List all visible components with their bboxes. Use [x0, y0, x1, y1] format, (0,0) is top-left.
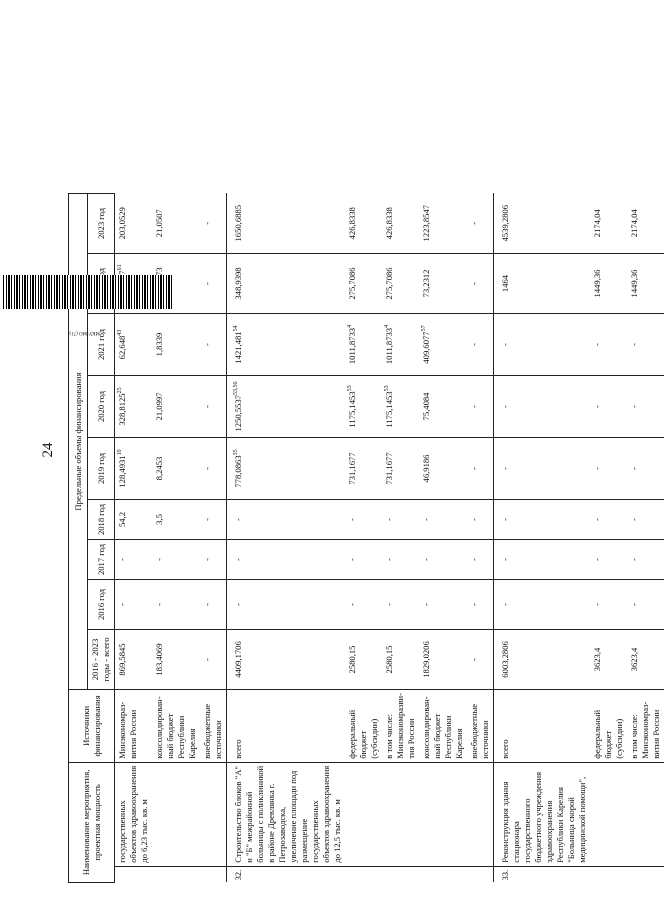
year-value-cell	[152, 540, 200, 580]
total-cell-text: 869,5845	[117, 643, 127, 676]
year-value-cell-text: -	[629, 518, 639, 521]
year-value-cell	[467, 376, 494, 438]
total-cell-text: 6003,2806	[500, 641, 510, 678]
table-row	[200, 194, 227, 883]
year-value-cell	[467, 438, 494, 500]
year-value-cell-text: -	[154, 558, 164, 561]
table-row	[227, 194, 346, 883]
year-value-cell-text: -	[347, 558, 357, 561]
header-year: 2019 год	[88, 438, 115, 500]
year-value-cell-text: -	[592, 518, 602, 521]
total-cell	[200, 630, 227, 690]
year-value-cell	[627, 376, 664, 438]
year-value-cell	[467, 580, 494, 630]
year-value-cell-text: -	[469, 282, 479, 285]
year-value-cell	[200, 254, 227, 314]
year-value-cell-text: -	[384, 603, 394, 606]
year-value-cell-text: -	[347, 518, 357, 521]
year-value-cell-text: 21,0507	[154, 209, 164, 238]
year-value-cell	[494, 194, 591, 254]
funding-source-cell-text: федеральный бюджет (субсидии)	[592, 709, 624, 759]
year-value-cell-text: 21,0997	[154, 392, 164, 421]
total-cell-text: 1829,0206	[421, 641, 431, 678]
funding-source-cell	[227, 690, 346, 763]
header-year: 2023 год	[88, 194, 115, 254]
year-value-cell-text: 1421,481	[233, 331, 243, 364]
measure-name-cell-text: государственных объектов здравоохранения до 6,23 тыс. кв. м	[117, 765, 149, 863]
year-value-cell-text: 203,0529	[117, 207, 127, 240]
year-value-cell-text: 1175,1453	[384, 391, 394, 428]
year-value-cell	[227, 500, 346, 540]
year-value-cell-text: -	[469, 518, 479, 521]
measure-name-cell	[345, 762, 382, 866]
year-value-cell-text: -	[469, 405, 479, 408]
year-value-cell	[115, 580, 153, 630]
total-cell	[494, 630, 591, 690]
year-value-cell	[467, 314, 494, 376]
year-value-cell	[627, 580, 664, 630]
year-value-cell	[345, 580, 382, 630]
year-value-cell-text: -	[500, 603, 510, 606]
header-year: 2021 год	[88, 314, 115, 376]
year-value-cell	[627, 314, 664, 376]
total-cell	[345, 630, 382, 690]
year-value-cell-text: -	[202, 558, 212, 561]
year-value-cell-text: 62,648	[117, 335, 127, 360]
table-row	[419, 194, 467, 883]
year-value-cell	[494, 254, 591, 314]
footnote-mark: 61	[117, 264, 124, 271]
year-value-cell-text: -	[421, 518, 431, 521]
year-value-cell	[590, 314, 627, 376]
year-value-cell	[467, 254, 494, 314]
year-value-cell-text: 275,7086	[347, 267, 357, 300]
year-value-cell	[382, 254, 419, 314]
footnote-mark: 35	[233, 449, 240, 456]
total-cell-text: 4409,1706	[233, 641, 243, 678]
header-year: 2016 год	[88, 580, 115, 630]
year-value-cell	[590, 500, 627, 540]
year-value-cell	[419, 254, 467, 314]
year-value-cell	[200, 314, 227, 376]
total-cell-text: 2580,15	[347, 645, 357, 674]
page-number: 24	[40, 442, 56, 458]
year-value-cell	[200, 540, 227, 580]
year-value-cell	[467, 540, 494, 580]
year-value-cell-text: -	[469, 343, 479, 346]
year-value-cell	[227, 194, 346, 254]
header-name: Наименование мероприятия, проектная мощность	[69, 762, 115, 882]
year-value-cell-text: 1223,8547	[421, 204, 431, 242]
total-cell	[115, 630, 153, 690]
year-value-cell-text: 1464	[500, 274, 510, 293]
year-value-cell-text: 54,2	[117, 511, 127, 528]
header-year: 2017 год	[88, 540, 115, 580]
year-value-cell-text: 1,8339	[154, 332, 164, 357]
year-value-cell-text: -	[592, 558, 602, 561]
year-value-cell-text: -	[592, 467, 602, 470]
year-value-cell-text: 1449,36	[592, 269, 602, 298]
row-number	[419, 866, 467, 882]
total-cell-text: -	[469, 658, 479, 661]
year-value-cell	[590, 540, 627, 580]
year-value-cell-text: 778,0863	[233, 455, 243, 488]
row-number	[494, 866, 591, 882]
total-cell-text: 3623,4	[629, 647, 639, 672]
year-value-cell	[494, 540, 591, 580]
year-value-cell-text: -	[500, 343, 510, 346]
row-number-text: 33.	[500, 869, 510, 881]
year-value-cell-text: -	[469, 467, 479, 470]
funding-source-cell	[590, 690, 627, 763]
footnote-mark: 53,56	[233, 381, 240, 395]
year-value-cell-text: 1650,6885	[233, 204, 243, 242]
year-value-cell-text: 731,1677	[384, 452, 394, 485]
measure-name-cell	[382, 762, 419, 866]
footnote-mark: 53	[384, 385, 391, 392]
year-value-cell-text: 75,4084	[421, 392, 431, 421]
year-value-cell	[345, 254, 382, 314]
year-value-cell-text: 275,7086	[384, 267, 394, 300]
row-number	[152, 866, 200, 882]
year-value-cell-text: -	[233, 603, 243, 606]
year-value-cell	[227, 376, 346, 438]
header-source: Источники финансирования	[69, 690, 115, 763]
year-value-cell-text: -	[592, 603, 602, 606]
measure-name-cell	[494, 762, 591, 866]
measure-name-cell	[627, 762, 664, 866]
year-value-cell-text: -	[421, 603, 431, 606]
footnote-mark: 25	[117, 387, 124, 394]
year-value-cell-text: 1250,5537	[233, 394, 243, 432]
year-value-cell	[115, 194, 153, 254]
row-number	[590, 866, 627, 882]
year-value-cell	[115, 500, 153, 540]
row-number	[200, 866, 227, 882]
year-value-cell-text: -	[500, 558, 510, 561]
year-value-cell	[152, 194, 200, 254]
footnote-mark: 43	[117, 329, 124, 336]
funding-source-cell	[152, 690, 200, 763]
year-value-cell-text: 8,2453	[154, 456, 164, 481]
total-cell	[467, 630, 494, 690]
row-number	[115, 866, 153, 882]
funding-source-cell-text: в том числе: Минэкономраз-вития России	[629, 701, 661, 759]
year-value-cell-text: -	[629, 558, 639, 561]
year-value-cell	[494, 438, 591, 500]
year-value-cell	[227, 580, 346, 630]
year-value-cell	[627, 500, 664, 540]
year-value-cell-text: -	[202, 221, 212, 225]
year-value-cell	[419, 580, 467, 630]
year-value-cell	[494, 580, 591, 630]
footnote-mark: 4	[384, 324, 391, 328]
year-value-cell-text: 426,8338	[347, 207, 357, 240]
header-year: 2018 год	[88, 500, 115, 540]
year-value-cell	[419, 194, 467, 254]
total-cell	[590, 630, 627, 690]
year-value-cell	[227, 314, 346, 376]
table-row	[590, 194, 627, 883]
year-value-cell	[345, 438, 382, 500]
funding-source-cell	[345, 690, 382, 763]
year-value-cell-text: -	[154, 603, 164, 606]
year-value-cell	[382, 194, 419, 254]
year-value-cell-text: 731,1677	[347, 452, 357, 485]
year-value-cell	[382, 500, 419, 540]
table-row	[494, 194, 591, 883]
year-value-cell	[382, 540, 419, 580]
year-value-cell-text: -	[202, 467, 212, 470]
footnote-mark: 54	[233, 325, 240, 332]
year-value-cell-text: -	[202, 405, 212, 408]
total-cell	[382, 630, 419, 690]
year-value-cell	[152, 500, 200, 540]
year-value-cell	[227, 540, 346, 580]
year-value-cell	[590, 194, 627, 254]
funding-source-cell	[419, 690, 467, 763]
funding-source-cell	[467, 690, 494, 763]
funding-source-cell-text: консолидирован-ный бюджет Республики Карелия	[154, 696, 197, 759]
year-value-cell-text: 128,4931	[117, 455, 127, 488]
year-value-cell-text: 3,5	[154, 514, 164, 525]
header-total: 2016 - 2023 годы - всего	[88, 630, 115, 690]
year-value-cell-text: -	[384, 518, 394, 521]
year-value-cell-text: 4539,2806	[500, 204, 510, 242]
year-value-cell	[115, 376, 153, 438]
year-value-cell	[345, 314, 382, 376]
year-value-cell-text: -	[500, 467, 510, 470]
year-value-cell	[382, 376, 419, 438]
year-value-cell	[627, 438, 664, 500]
year-value-cell	[627, 540, 664, 580]
funding-source-cell	[494, 690, 591, 763]
row-number	[627, 866, 664, 882]
year-value-cell-text: -	[592, 343, 602, 346]
year-value-cell-text: 1175,1453	[347, 391, 357, 428]
year-value-cell-text: 2174,04	[629, 209, 639, 238]
header-limits: Предельные объемы финансирования	[69, 194, 88, 690]
funding-source-cell-text: внебюджетные источники	[202, 703, 223, 759]
year-value-cell-text: -	[500, 405, 510, 408]
year-value-cell	[152, 438, 200, 500]
measure-name-cell	[152, 762, 200, 866]
funding-source-cell	[627, 690, 664, 763]
year-value-cell	[382, 438, 419, 500]
year-value-cell	[467, 500, 494, 540]
table-row	[382, 194, 419, 883]
year-value-cell	[227, 254, 346, 314]
funding-source-cell-text: в том числе: Минэкономразви-тия России	[384, 692, 416, 759]
year-value-cell-text: -	[202, 343, 212, 346]
year-value-cell	[345, 376, 382, 438]
year-value-cell-text: 2174,04	[592, 209, 602, 238]
total-cell	[227, 630, 346, 690]
year-value-cell	[200, 376, 227, 438]
year-value-cell	[419, 314, 467, 376]
footnote-mark: 57	[421, 325, 428, 332]
year-value-cell-text: 1011,8733	[384, 327, 394, 365]
barcode-image	[2, 275, 172, 309]
year-value-cell	[627, 194, 664, 254]
year-value-cell	[382, 580, 419, 630]
year-value-cell	[419, 540, 467, 580]
year-value-cell-text: -	[469, 221, 479, 225]
funding-source-cell-text: федеральный бюджет (субсидии)	[347, 709, 379, 759]
funding-source-cell-text: Минэкономраз-вития России	[117, 701, 138, 759]
year-value-cell	[115, 314, 153, 376]
year-value-cell	[345, 194, 382, 254]
year-value-cell-text: 1449,36	[629, 269, 639, 298]
year-value-cell	[382, 314, 419, 376]
footnote-mark: 4	[347, 324, 354, 328]
measure-name-cell	[115, 762, 153, 866]
year-value-cell	[152, 376, 200, 438]
year-value-cell-text: -	[347, 603, 357, 606]
year-value-cell	[152, 580, 200, 630]
year-value-cell-text: -	[117, 603, 127, 606]
total-cell-text: 3623,4	[592, 647, 602, 672]
year-value-cell-text: -	[469, 603, 479, 606]
year-value-cell-text: 328,8125	[117, 393, 127, 426]
year-value-cell	[590, 254, 627, 314]
year-value-cell	[590, 580, 627, 630]
year-value-cell	[494, 376, 591, 438]
measure-name-cell	[227, 762, 346, 866]
year-value-cell	[200, 580, 227, 630]
funding-source-cell	[115, 690, 153, 763]
table-row	[627, 194, 664, 883]
measure-name-cell	[467, 762, 494, 866]
year-value-cell	[345, 500, 382, 540]
year-value-cell-text: -	[384, 558, 394, 561]
funding-source-cell-text: всего	[500, 739, 510, 759]
total-cell	[419, 630, 467, 690]
funding-source-cell-text: всего	[233, 739, 243, 759]
year-value-cell	[200, 194, 227, 254]
year-value-cell-text: 348,9398	[233, 267, 243, 300]
year-value-cell-text: 426,8338	[384, 207, 394, 240]
year-value-cell-text: -	[202, 603, 212, 606]
table-row	[467, 194, 494, 883]
year-value-cell-text: 1011,8733	[347, 327, 357, 365]
measure-name-cell-text: Реконструкция здания стационара государственного бюджетного учреждения здравоохранения Республики Карелия "Больница скорой медицинской помощи",	[500, 771, 587, 863]
year-value-cell-text: -	[202, 518, 212, 521]
year-value-cell-text: -	[629, 343, 639, 346]
row-number	[227, 866, 346, 882]
row-number	[345, 866, 382, 882]
footnote-mark: 10	[117, 449, 124, 456]
measure-name-cell	[200, 762, 227, 866]
year-value-cell	[590, 376, 627, 438]
year-value-cell	[200, 500, 227, 540]
year-value-cell-text: -	[233, 558, 243, 561]
year-value-cell	[200, 438, 227, 500]
year-value-cell-text: 73,2312	[421, 269, 431, 298]
year-value-cell-text: -	[233, 518, 243, 521]
year-value-cell-text: 46,9186	[421, 454, 431, 483]
funding-source-cell	[200, 690, 227, 763]
year-value-cell	[115, 540, 153, 580]
year-value-cell	[115, 438, 153, 500]
year-value-cell-text: -	[629, 467, 639, 470]
total-cell	[152, 630, 200, 690]
year-value-cell-text: -	[592, 405, 602, 408]
year-value-cell	[494, 314, 591, 376]
funding-source-cell-text: консолидирован-ный бюджет Республики Карелия	[421, 696, 464, 759]
year-value-cell-text: -	[469, 558, 479, 561]
row-number-text: 32.	[233, 869, 243, 881]
year-value-cell-text: -	[421, 558, 431, 561]
funding-source-cell-text: внебюджетные источники	[469, 703, 490, 759]
table-body	[115, 194, 664, 883]
year-value-cell-text: -	[500, 518, 510, 521]
total-cell-text: 2580,15	[384, 645, 394, 674]
year-value-cell-text: 409,6077	[421, 331, 431, 364]
year-value-cell	[494, 500, 591, 540]
year-value-cell	[467, 194, 494, 254]
measure-name-cell-text: Строительство блоков "А" и "Б" межрайонной больницы с поликлиникой в районе Древлянка г. Петрозаводска, увеличение площади под размещение государственных объектов здравоохранения до 12,5 тыс. кв. м	[233, 765, 342, 863]
year-value-cell	[590, 438, 627, 500]
year-value-cell-text: -	[117, 558, 127, 561]
year-value-cell	[419, 500, 467, 540]
measure-name-cell	[419, 762, 467, 866]
total-cell	[627, 630, 664, 690]
header-year: 2020 год	[88, 376, 115, 438]
footnote-mark: 53	[347, 385, 354, 392]
year-value-cell-text: -	[202, 282, 212, 285]
total-cell-text: -	[202, 658, 212, 661]
funding-source-cell	[382, 690, 419, 763]
row-number	[382, 866, 419, 882]
year-value-cell	[152, 314, 200, 376]
table-row	[345, 194, 382, 883]
row-number	[467, 866, 494, 882]
year-value-cell-text: -	[629, 405, 639, 408]
barcode-label: МКУ-МО (71)	[69, 330, 100, 335]
year-value-cell	[419, 438, 467, 500]
year-value-cell	[227, 438, 346, 500]
measure-name-cell	[590, 762, 627, 866]
year-value-cell	[345, 540, 382, 580]
year-value-cell-text: -	[629, 603, 639, 606]
total-cell-text: 183,4069	[154, 643, 164, 676]
year-value-cell	[419, 376, 467, 438]
year-value-cell	[627, 254, 664, 314]
